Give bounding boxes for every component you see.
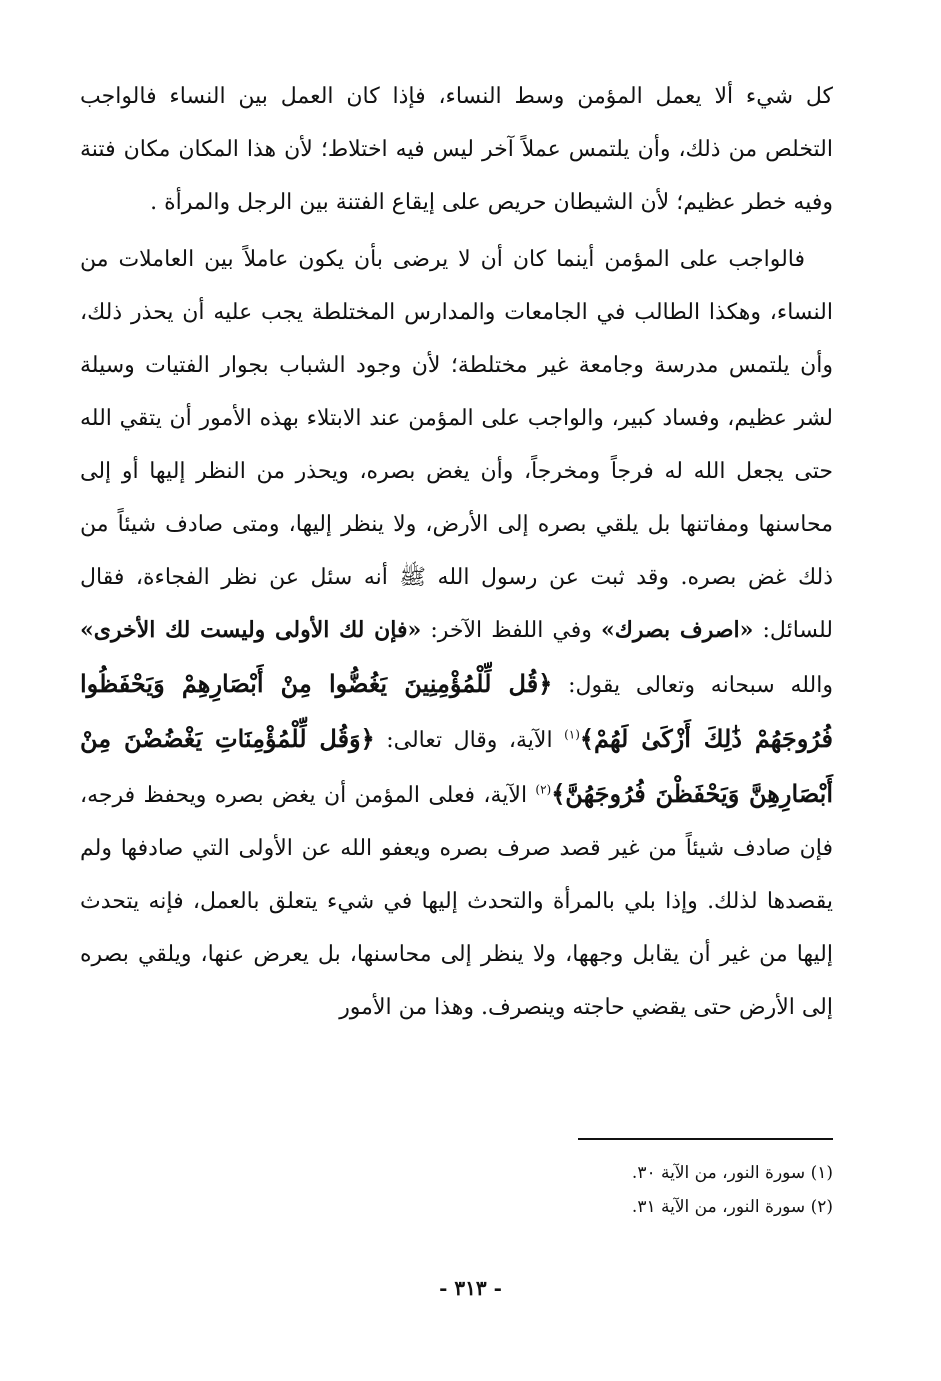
quran-verse: ﴿وَقُل لِّلْمُؤْمِنَاتِ يَغْضُضْنَ مِنْ أَبْصَارِهِنَّ وَيَحْفَظْنَ فُرُوجَهُنَّ﴾: [80, 724, 833, 808]
footnote-reference: (٢): [535, 782, 552, 797]
page-number: - ٣١٣ -: [439, 1276, 502, 1300]
paragraph: كل شيء ألا يعمل المؤمن وسط النساء، فإذا كان العمل بين النساء فالواجب التخلص من ذلك، وأن يلتمس عملاً آخر ليس فيه اختلاط؛ لأن هذا المكان مكان فتنة وفيه خطر عظيم؛ لأن الشيطان حريص على إيقاع الفتنة بين الرجل والمرأة .: [80, 84, 833, 215]
footnote: (٢) سورة النور، من الآية ٣١.: [631, 1197, 833, 1217]
text-run: وفي اللفظ الآخر:: [421, 618, 601, 643]
hadith-quote: «فإن لك الأولى وليست لك الأخرى»: [80, 617, 422, 643]
hadith-quote: «اصرف بصرك»: [600, 617, 754, 643]
text-run: الآية، فعلى المؤمن أن يغض بصره ويحفظ فرجه، فإن صادف شيئاً من غير قصد صرف بصره ويعفو الله عن الأولى التي صادفها ولم يقصدها لذلك. وإذا بلي بالمرأة والتحدث إليها في شيء يتعلق بالعمل، فإنه يتحدث إليها من غير أن يقابل وجهها، ولا ينظر إلى محاسنها، بل يعرض عنها، ويلقي بصره إلى الأرض حتى يقضي حاجته وينصرف. وهذا من الأمور: [80, 783, 833, 1020]
paragraph: [80, 233, 833, 1034]
text-run: فالواجب على المؤمن أينما كان أن لا يرضى بأن يكون عاملاً بين العاملات من النساء، وهكذا الطالب في الجامعات والمدارس المختلطة يجب عليه أن يحذر ذلك، وأن يلتمس مدرسة وجامعة غير مختلطة؛ لأن وجود الشباب بجوار الفتيات وسيلة لشر عظيم، وفساد كبير، والواجب على المؤمن عند الابتلاء بهذه الأمور أن يتقي الله حتى يجعل الله له فرجاً ومخرجاً، وأن يغض بصره، ويحذر من النظر إليها أو إلى محاسنها ومفاتنها بل يلقي بصره إلى الأرض، ولا ينظر إليها، ومتى صادف شيئاً من ذلك غض بصره. وقد ثبت عن رسول الله ﷺ أنه سئل عن نظر الفجاءة، فقال للسائل:: [80, 247, 834, 643]
text-run: والله سبحانه وتعالى يقول:: [552, 673, 833, 698]
text-run: الآية، وقال تعالى:: [374, 728, 565, 753]
body-text: [80, 70, 833, 1034]
footnote-divider: [578, 1138, 833, 1140]
footnote-reference: (١): [564, 727, 580, 742]
footnote: (١) سورة النور، من الآية ٣٠.: [631, 1163, 833, 1183]
footnotes: [333, 1156, 833, 1224]
quran-verse: ﴿قُل لِّلْمُؤْمِنِينَ يَغُضُّوا مِنْ أَبْصَارِهِمْ وَيَحْفَظُوا فُرُوجَهُمْ ذَٰلِكَ أَزْكَىٰ لَهُمْ﴾: [80, 669, 833, 753]
